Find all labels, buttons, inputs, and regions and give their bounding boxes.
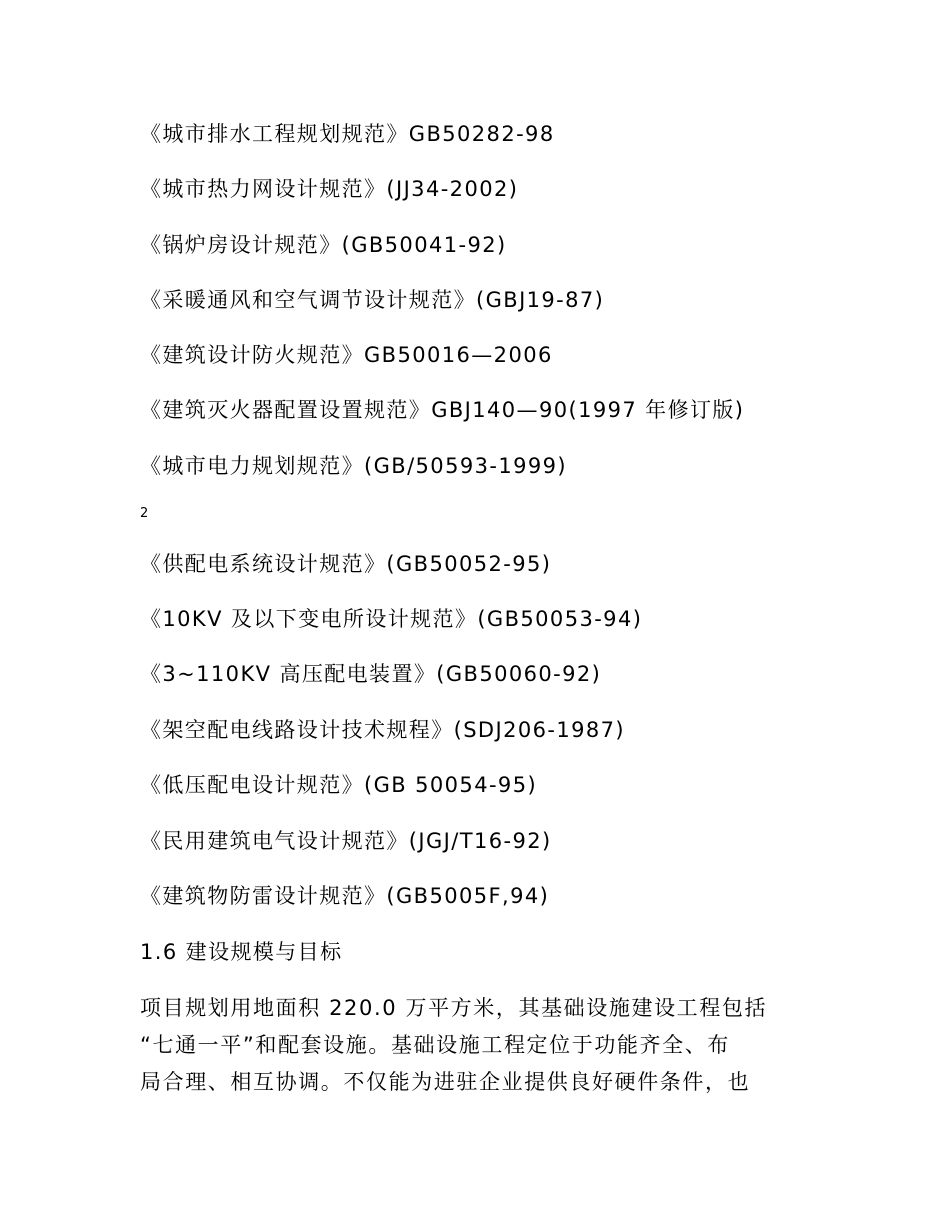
reference-item: 《锅炉房设计规范》(GB50041-92) (140, 233, 507, 257)
section-heading: 1.6 建设规模与目标 (140, 940, 343, 964)
reference-item: 《架空配电线路设计技术规程》(SDJ206-1987) (140, 718, 625, 742)
reference-item: 《3~110KV 高压配电装置》(GB50060-92) (140, 662, 602, 686)
reference-item: 《采暖通风和空气调节设计规范》(GBJ19-87) (140, 288, 605, 312)
paragraph-line: 项目规划用地面积 220.0 万平方米，其基础设施建设工程包括 (140, 996, 768, 1020)
reference-item: 《供配电系统设计规范》(GB50052-95) (140, 552, 552, 576)
paragraph-line: “七通一平”和配套设施。基础设施工程定位于功能齐全、布 (140, 1033, 730, 1057)
reference-item: 《10KV 及以下变电所设计规范》(GB50053-94) (140, 607, 643, 631)
reference-item: 《建筑物防雷设计规范》(GB5005F,94) (140, 884, 550, 908)
reference-item: 《建筑灭火器配置设置规范》GBJ140—90(1997 年修订版) (140, 398, 745, 422)
reference-item: 《城市热力网设计规范》(JJ34-2002) (140, 177, 519, 201)
reference-item: 《城市电力规划规范》(GB/50593-1999) (140, 454, 567, 478)
reference-item: 《建筑设计防火规范》GB50016—2006 (140, 343, 553, 367)
reference-item: 《城市排水工程规划规范》GB50282-98 (140, 122, 555, 146)
reference-item: 《民用建筑电气设计规范》(JGJ/T16-92) (140, 829, 552, 853)
paragraph-line: 局合理、相互协调。不仅能为进驻企业提供良好硬件条件，也 (140, 1070, 751, 1094)
reference-item: 《低压配电设计规范》(GB 50054-95) (140, 773, 538, 797)
page-number: 2 (140, 506, 149, 521)
